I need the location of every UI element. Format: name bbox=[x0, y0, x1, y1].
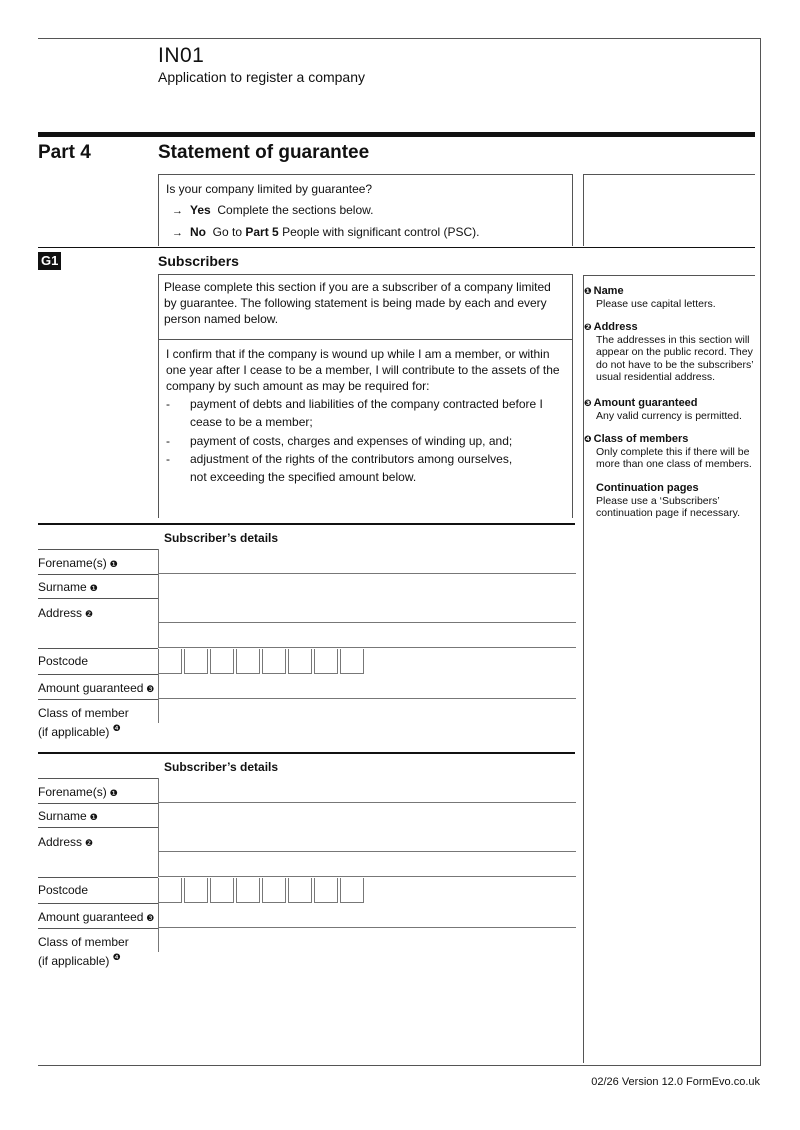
row-rule bbox=[38, 877, 158, 878]
side-column-top bbox=[583, 275, 755, 276]
subscriber-2-rule bbox=[38, 752, 575, 754]
intro-box-left bbox=[158, 274, 159, 339]
note-marker-4: ❹ bbox=[112, 723, 121, 733]
subscriber-1-heading: Subscriber’s details bbox=[164, 531, 279, 545]
subscriber-2-postcode-label: Postcode bbox=[38, 883, 89, 897]
question-box-top bbox=[158, 174, 572, 175]
statement-line-1: I confirm that if the company is wound up while I am a member, or within bbox=[166, 347, 550, 361]
side-note-address-body: The addresses in this section will appear on the public record. They do not have to be the subscribers’ usual residential address. bbox=[596, 333, 754, 383]
option-yes-answer: Yes bbox=[190, 203, 211, 217]
subscriber-1-class-input[interactable] bbox=[158, 699, 576, 723]
statement-item-3-line-2: not exceeding the specified amount below. bbox=[190, 470, 417, 484]
postcode-char-cell[interactable] bbox=[288, 649, 312, 674]
postcode-char-cell[interactable] bbox=[210, 649, 234, 674]
dash-bullet: - bbox=[166, 434, 170, 448]
postcode-char-cell[interactable] bbox=[314, 878, 338, 903]
subscriber-1-amount-label: Amount guaranteed ❸ bbox=[38, 681, 155, 695]
subscriber-1-amount-input[interactable] bbox=[158, 674, 576, 699]
option-no-text-after: People with significant control (PSC). bbox=[282, 225, 480, 239]
subscriber-1-address-line-2[interactable] bbox=[158, 623, 576, 648]
subscriber-1-forename-label: Forename(s) ❶ bbox=[38, 556, 118, 570]
postcode-char-cell[interactable] bbox=[288, 878, 312, 903]
note-marker-2: ❷ bbox=[584, 322, 592, 332]
subscriber-2-forename-input[interactable] bbox=[158, 778, 576, 803]
right-box-top bbox=[583, 174, 755, 175]
intro-box-bottom bbox=[158, 339, 572, 340]
right-frame-rule bbox=[760, 38, 761, 1065]
section-badge: G1 bbox=[38, 252, 61, 270]
side-note-amount-title: Amount guaranteed bbox=[593, 397, 698, 409]
side-note-continuation bbox=[584, 482, 760, 520]
side-note-continuation-title: Continuation pages bbox=[596, 482, 699, 494]
subscriber-2-surname-label: Surname ❶ bbox=[38, 809, 98, 823]
note-marker-2: ❷ bbox=[85, 609, 94, 619]
dash-bullet: - bbox=[166, 397, 170, 411]
section-rule bbox=[38, 247, 755, 248]
part-title: Statement of guarantee bbox=[158, 142, 370, 163]
note-marker-3: ❸ bbox=[146, 684, 155, 694]
note-marker-1: ❶ bbox=[109, 788, 118, 798]
subscriber-2-forename-label: Forename(s) ❶ bbox=[38, 785, 118, 799]
top-rule bbox=[38, 38, 761, 39]
option-no bbox=[172, 225, 480, 240]
option-no-text-before: Go to bbox=[212, 225, 243, 239]
row-rule bbox=[38, 699, 158, 700]
statement-item-2 bbox=[166, 433, 566, 449]
side-note-amount bbox=[584, 397, 760, 422]
note-marker-4: ❹ bbox=[584, 434, 592, 444]
postcode-char-cell[interactable] bbox=[158, 649, 182, 674]
subscriber-1-forename-input[interactable] bbox=[158, 549, 576, 574]
row-rule bbox=[38, 598, 158, 599]
part-thick-rule bbox=[38, 132, 755, 137]
subscriber-2-amount-input[interactable] bbox=[158, 903, 576, 928]
statement-item-3-line-1: adjustment of the rights of the contributors among ourselves, bbox=[190, 452, 513, 466]
subscriber-1-postcode-label: Postcode bbox=[38, 654, 89, 668]
statement-item-2-line-1: payment of costs, charges and expenses of winding up, and; bbox=[190, 434, 513, 448]
row-rule bbox=[38, 928, 158, 929]
side-note-class-body: Only complete this if there will be more than one class of members. bbox=[596, 445, 752, 470]
side-note-class-title: Class of members bbox=[593, 433, 689, 445]
intro-box-right bbox=[572, 274, 573, 339]
footer-version: 02/26 Version 12.0 FormEvo.co.uk bbox=[591, 1076, 760, 1088]
note-marker-2: ❷ bbox=[85, 838, 94, 848]
side-note-name bbox=[584, 285, 760, 310]
subscriber-2-heading: Subscriber’s details bbox=[164, 760, 279, 774]
subscriber-2-class-input[interactable] bbox=[158, 928, 576, 952]
postcode-char-cell[interactable] bbox=[236, 649, 260, 674]
part-label: Part 4 bbox=[38, 142, 91, 163]
subscriber-1-class-label: Class of member (if applicable) $^❹$ bbox=[38, 706, 129, 739]
option-no-part-ref: Part 5 bbox=[245, 225, 279, 239]
row-rule bbox=[38, 674, 158, 675]
row-rule bbox=[38, 827, 158, 828]
subscriber-1-rule bbox=[38, 523, 575, 525]
side-note-address bbox=[584, 321, 760, 384]
postcode-char-cell[interactable] bbox=[314, 649, 338, 674]
side-note-name-title: Name bbox=[593, 285, 624, 297]
subscriber-2-address-line-1[interactable] bbox=[158, 827, 576, 852]
subscriber-1-surname-input[interactable] bbox=[158, 574, 576, 599]
form-subtitle: Application to register a company bbox=[158, 69, 365, 85]
row-rule bbox=[38, 648, 158, 649]
subscriber-1-surname-label: Surname ❶ bbox=[38, 580, 98, 594]
note-marker-4: ❹ bbox=[112, 952, 121, 962]
statement-box-left bbox=[158, 339, 159, 518]
option-yes-text: Complete the sections below. bbox=[217, 203, 374, 217]
row-rule bbox=[38, 803, 158, 804]
question-box-right bbox=[572, 174, 573, 246]
section-title: Subscribers bbox=[158, 253, 239, 269]
postcode-char-cell[interactable] bbox=[340, 649, 364, 674]
note-marker-1: ❶ bbox=[109, 559, 118, 569]
statement-line-2: one year after I cease to be a member, I will contribute to the assets of the bbox=[166, 363, 560, 377]
side-note-name-body: Please use capital letters. bbox=[596, 297, 716, 310]
statement-item-1-line-1: payment of debts and liabilities of the company contracted before I bbox=[190, 397, 543, 411]
side-note-address-title: Address bbox=[593, 321, 638, 333]
subscriber-2-postcode-input[interactable] bbox=[158, 878, 368, 903]
intro-box-top bbox=[158, 274, 572, 275]
subscriber-2-class-label: Class of member (if applicable) $^❹$ bbox=[38, 935, 129, 968]
subscriber-1-address-label: Address ❷ bbox=[38, 606, 94, 620]
note-marker-3: ❸ bbox=[146, 913, 155, 923]
right-box-left bbox=[583, 174, 584, 246]
postcode-char-cell[interactable] bbox=[340, 878, 364, 903]
side-column-left bbox=[583, 275, 584, 1063]
subscriber-2-surname-input[interactable] bbox=[158, 803, 576, 828]
side-note-amount-body: Any valid currency is permitted. bbox=[596, 409, 742, 422]
subscriber-1-address-line-1[interactable] bbox=[158, 598, 576, 623]
statement-item-1 bbox=[166, 396, 566, 430]
postcode-char-cell[interactable] bbox=[262, 878, 286, 903]
subscriber-2-address-label: Address ❷ bbox=[38, 835, 94, 849]
section-intro: Please complete this section if you are a subscriber of a company limited by guarantee. The following statement is being made by each and every person named below. bbox=[164, 280, 551, 326]
statement-box-right bbox=[572, 339, 573, 518]
postcode-char-cell[interactable] bbox=[236, 878, 260, 903]
note-marker-1: ❶ bbox=[89, 583, 98, 593]
subscriber-2-amount-label: Amount guaranteed ❸ bbox=[38, 910, 155, 924]
option-yes bbox=[172, 203, 373, 218]
arrow-right-icon: → bbox=[172, 227, 183, 239]
option-no-answer: No bbox=[190, 225, 206, 239]
note-marker-3: ❸ bbox=[584, 398, 592, 408]
subscriber-2-address-line-2[interactable] bbox=[158, 852, 576, 877]
row-rule bbox=[38, 903, 158, 904]
note-marker-1: ❶ bbox=[584, 286, 592, 296]
dash-bullet: - bbox=[166, 452, 170, 466]
form-code: IN01 bbox=[158, 44, 205, 67]
postcode-char-cell[interactable] bbox=[184, 878, 208, 903]
statement-item-1-line-2: cease to be a member; bbox=[190, 415, 313, 429]
side-note-continuation-body: Please use a ‘Subscribers’ continuation page if necessary. bbox=[596, 494, 740, 519]
postcode-char-cell[interactable] bbox=[184, 649, 208, 674]
guarantee-question: Is your company limited by guarantee? bbox=[166, 182, 373, 196]
postcode-char-cell[interactable] bbox=[210, 878, 234, 903]
note-marker-1: ❶ bbox=[89, 812, 98, 822]
postcode-char-cell[interactable] bbox=[158, 878, 182, 903]
bottom-rule bbox=[38, 1065, 761, 1066]
side-note-class bbox=[584, 433, 760, 471]
postcode-char-cell[interactable] bbox=[262, 649, 286, 674]
statement-item-3 bbox=[166, 451, 566, 485]
row-rule bbox=[38, 574, 158, 575]
subscriber-1-postcode-input[interactable] bbox=[158, 649, 368, 674]
statement-line-3: company by such amount as may be required for: bbox=[166, 379, 430, 393]
arrow-right-icon: → bbox=[172, 205, 183, 217]
question-box-left bbox=[158, 174, 159, 246]
